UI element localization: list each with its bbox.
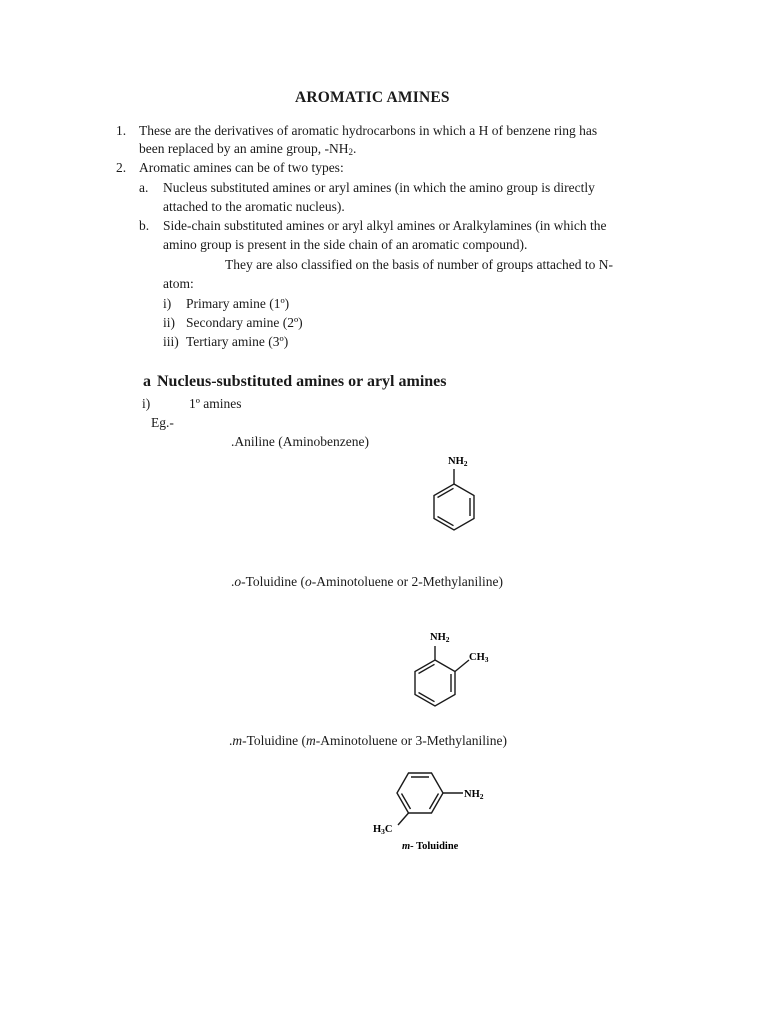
aniline-caption: .Aniline (Aminobenzene) (231, 434, 369, 449)
o-toluidine-caption: .o-Toluidine (o-Aminotoluene or 2-Methylaniline) (231, 574, 503, 589)
class-item-tertiary: Tertiary amine (3º) (186, 334, 289, 349)
eg-label: Eg.- (151, 415, 174, 430)
list-item-2-text: Aromatic amines can be of two types: (139, 160, 344, 175)
m-toluidine-caption: .m-Toluidine (m-Aminotoluene or 3-Methylaniline) (229, 733, 507, 748)
classification-line1: They are also classified on the basis of number of groups attached to N- (225, 257, 614, 272)
o-toluidine-ch3-label: CH3 (469, 652, 489, 664)
section-sub-num: i) (142, 396, 151, 411)
subitem-letter-a: a. (139, 180, 149, 195)
m-toluidine-h3c-label: H3C (373, 824, 393, 836)
class-num-1: i) (163, 296, 172, 311)
list-item-1-line2: been replaced by an amine group, $-NH_2$. (139, 141, 357, 157)
o-toluidine-nh2-label: NH2 (430, 632, 450, 644)
page-title: AROMATIC AMINES (295, 89, 450, 106)
class-num-2: ii) (163, 315, 175, 330)
aniline-nh2-label: NH2 (448, 456, 468, 468)
class-num-3: iii) (163, 334, 179, 349)
list-item-1-line1: These are the derivatives of aromatic hydrocarbons in which a H of benzene ring has (139, 123, 598, 138)
subitem-letter-b: b. (139, 218, 150, 233)
subitem-b-line2: amino group is present in the side chain of an aromatic compound). (163, 237, 528, 252)
section-heading: a Nucleus-substituted amines or aryl amines (143, 373, 447, 390)
list-number-1: 1. (116, 123, 127, 138)
class-item-secondary: Secondary amine (2º) (186, 315, 303, 330)
subitem-b-line1: Side-chain substituted amines or aryl alkyl amines or Aralkylamines (in which the (163, 218, 607, 233)
section-sub-label: 1º amines (189, 396, 242, 411)
class-item-primary: Primary amine (1º) (186, 296, 290, 311)
m-toluidine-nh2-label: NH2 (464, 789, 484, 801)
subitem-a-line2: attached to the aromatic nucleus). (163, 199, 345, 214)
m-toluidine-figure-caption: m- Toluidine (402, 841, 459, 852)
subitem-a-line1: Nucleus substituted amines or aryl amines (in which the amino group is directly (163, 180, 595, 195)
list-number-2: 2. (116, 160, 127, 175)
classification-line2: atom: (163, 276, 194, 291)
